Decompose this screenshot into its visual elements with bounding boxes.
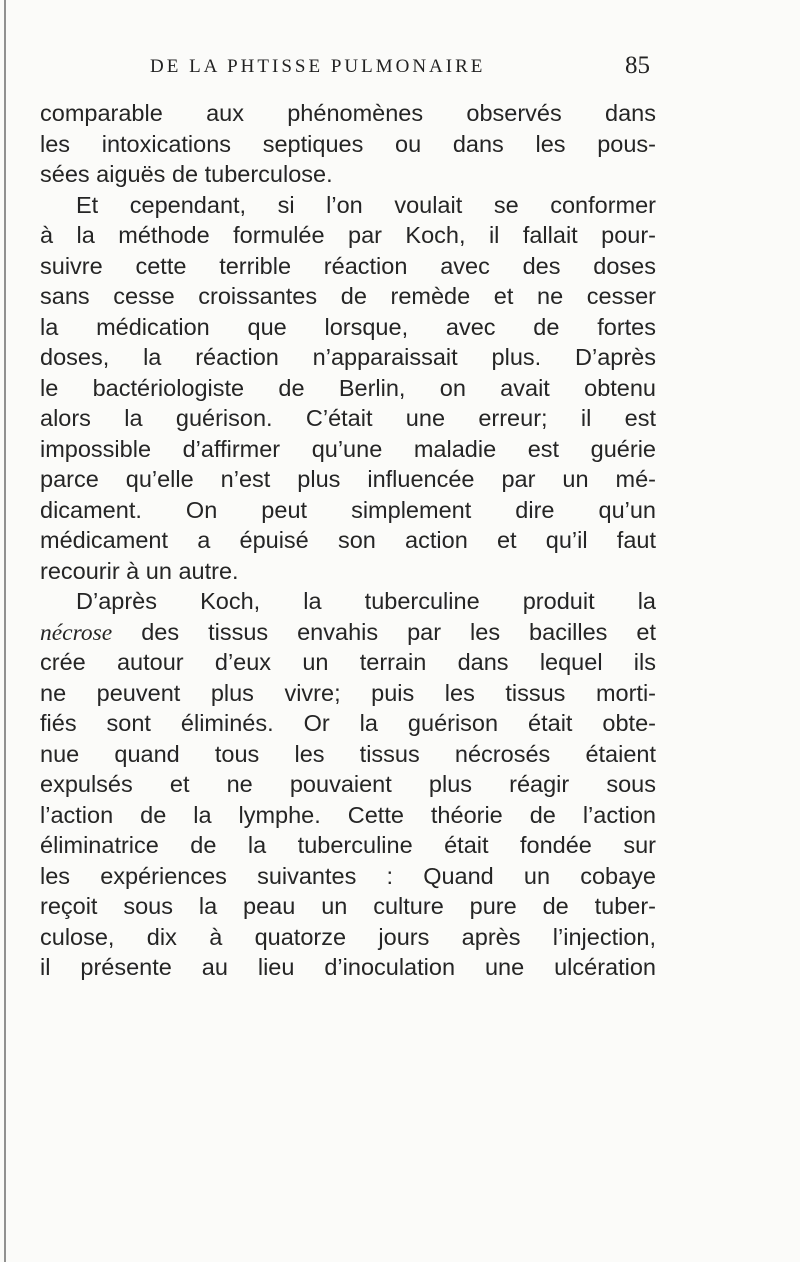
text-line: alors la guérison. C’était une erreur; il est [40,405,656,431]
text-line: crée autour d’eux un terrain dans lequel ils [40,649,656,675]
text-line: doses, la réaction n’apparaissait plus. D’après [40,344,656,370]
text-line: les expériences suivantes : Quand un cobaye [40,862,656,889]
text-line: éliminatrice de la tuberculine était fondée sur [40,832,656,858]
text-line: l’action de la lymphe. Cette théorie de l’action [40,801,656,828]
text-line: recourir à un autre. [40,557,239,584]
text-line: impossible d’affirmer qu’une maladie est guérie [40,435,656,462]
text-line: fiés sont éliminés. Or la guérison était obte- [40,710,656,736]
text-line: médicament a épuisé son action et qu’il faut [40,527,656,553]
text-line: parce qu’elle n’est plus influencée par un mé- [40,466,656,492]
text-line: ne peuvent plus vivre; puis les tissus morti- [40,679,656,706]
body-text [40,98,656,983]
text-line: il présente au lieu d’inoculation une ulcération [40,954,656,980]
text-line: nue quand tous les tissus nécrosés étaient [40,740,656,767]
page-header [150,52,650,90]
text-line: reçoit sous la peau un culture pure de tuber- [40,893,656,919]
text-line: Et cependant, si l’on voulait se conformer [76,191,656,218]
text-line: sées aiguës de tuberculose. [40,161,333,187]
text-line: suivre cette terrible réaction avec des doses [40,252,656,279]
text-line: dicament. On peut simplement dire qu’un [40,496,656,523]
text-line: D’après Koch, la tuberculine produit la [76,588,656,614]
text-line: la médication que lorsque, avec de fortes [40,313,656,340]
text-line: les intoxications septiques ou dans les pous- [40,130,656,157]
text-line [40,617,656,648]
text-line: le bactériologiste de Berlin, on avait obtenu [40,374,656,401]
page-edge-line [4,0,6,1262]
italic-term: nécrose [40,619,113,646]
text-line: sans cesse croissantes de remède et ne cesser [40,283,656,309]
text-line: à la méthode formulée par Koch, il fallait pour- [40,222,656,248]
line-rest: des tissus envahis par les bacilles et [112,618,656,645]
text-line: expulsés et ne pouvaient plus réagir sous [40,771,656,797]
text-line: comparable aux phénomènes observés dans [40,100,656,126]
page-number: 85 [625,52,650,79]
text-line: culose, dix à quatorze jours après l’injection, [40,923,656,950]
running-head: DE LA PHTISSE PULMONAIRE [150,56,486,77]
